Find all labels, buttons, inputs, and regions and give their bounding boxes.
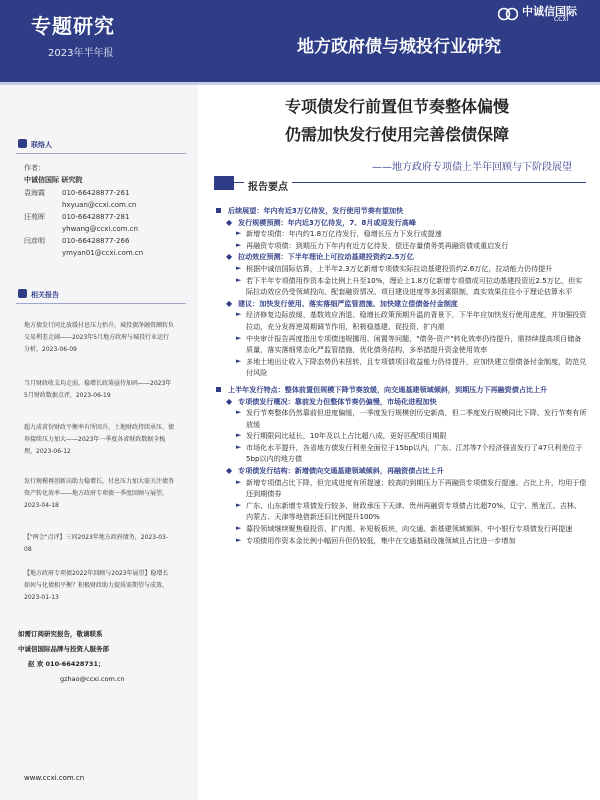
arrow-bullet-icon: ► bbox=[236, 477, 242, 486]
key-point-bullet bbox=[214, 407, 588, 430]
key-point-heading bbox=[214, 205, 588, 217]
key-point-subheading bbox=[214, 396, 588, 408]
analyst-phone: 010-66428877-261 bbox=[62, 189, 130, 197]
service-dept: 中诚信国际品牌与投资人服务部 bbox=[18, 645, 109, 653]
key-point-text: 市场化水平提升，各省地方债发行利差全面位于15bp以内，广东、江苏等7个经济强省发行了47只利差位于5bp以内的地方债 bbox=[246, 442, 583, 464]
key-point-subheading bbox=[214, 465, 588, 477]
institute: 中诚信国际 研究院 bbox=[24, 176, 83, 184]
key-point-text: 再融资专项债：到期压力下年内有近万亿待发，偿还存量债务类再融资债或重启发行 bbox=[246, 240, 509, 250]
arrow-bullet-icon: ► bbox=[236, 356, 242, 365]
key-point-text: 拉动效应预测：下半年理论上可拉动基建投资约2.5万亿 bbox=[238, 252, 414, 262]
arrow-bullet-icon: ► bbox=[236, 229, 242, 238]
square-bullet-icon bbox=[216, 208, 221, 213]
header-banner bbox=[0, 0, 600, 82]
arrow-bullet-icon: ► bbox=[236, 431, 242, 440]
key-point-text: 建议：加快发行使用、落实落细严监管措施、加快建立偿债备付金制度 bbox=[238, 298, 458, 308]
summary-title: 报告要点 bbox=[244, 178, 292, 193]
key-point-subheading bbox=[214, 251, 588, 263]
related-rule bbox=[16, 303, 186, 304]
key-point-text: 新增专项债：年内约1.8万亿待发行，稳增长压力下发行或提速 bbox=[246, 229, 442, 239]
key-point-bullet bbox=[214, 275, 588, 298]
key-point-text: 发行期限同比延长，10年及以上占比超八成，更好匹配项目期限 bbox=[246, 431, 447, 441]
related-report-item[interactable]: 【地方政府专项债2022年回顾与2023年展望】稳增长如何与化债相平衡？积极财政助力提质需期望与成效，2023-01-13 bbox=[24, 570, 169, 601]
key-point-bullet bbox=[214, 228, 588, 240]
key-point-bullet bbox=[214, 535, 588, 547]
subscribe-note: 如需订阅研究报告，敬请联系 bbox=[18, 630, 103, 638]
key-point-bullet bbox=[214, 333, 588, 356]
contact-person: 赵 欢 010-66428731； bbox=[28, 660, 105, 668]
arrow-bullet-icon: ► bbox=[236, 408, 242, 417]
diamond-bullet-icon: ◆ bbox=[226, 217, 233, 227]
key-point-text: 专项债用作资本金比例小幅回升但仍较低，集中在交通基础设施领域且占比进一步增加 bbox=[246, 535, 516, 545]
arrow-bullet-icon: ► bbox=[236, 535, 242, 544]
key-point-subheading bbox=[214, 298, 588, 310]
key-point-text: 多地土地出让收入下降态势仍未扭转，且专项债项目收益能力仍待提升，应加快建立偿债备付金制度，防范兑付风险 bbox=[246, 356, 587, 378]
title-line-2: 仍需加快发行使用完善偿债保障 bbox=[284, 125, 509, 144]
arrow-bullet-icon: ► bbox=[236, 333, 242, 342]
key-point-text: 后续展望：年内有近3万亿待发，发行使用节奏有望加快 bbox=[228, 206, 404, 215]
brand-en: CCXI bbox=[554, 16, 569, 23]
analyst-phone: 010-66428877-281 bbox=[62, 213, 130, 221]
key-point-text: 上半年发行特点：整体前置但规模下降节奏放缓，向交通基建领域倾斜，到期压力下再融资债占比上升 bbox=[228, 384, 548, 394]
key-point-text: 根据中诚信国际估算，上半年2.3万亿新增专项债实际拉动基建投资约2.6万亿，拉动能力仍待提升 bbox=[246, 263, 553, 273]
key-point-text: 专项债发行概况：靠前发力但整体节奏仍偏慢，市场化进程加快 bbox=[238, 396, 437, 406]
brand bbox=[498, 3, 588, 27]
key-point-bullet bbox=[214, 240, 588, 252]
related-report-item[interactable]: 【"两会"点评】三问2023年地方政府债务，2023-03-08 bbox=[24, 534, 169, 553]
analyst-email[interactable]: hxyuan@ccxi.com.cn bbox=[62, 201, 137, 209]
diamond-bullet-icon: ◆ bbox=[226, 466, 233, 476]
contact-email[interactable]: gzhao@ccxi.com.cn bbox=[60, 675, 125, 683]
brand-name: 中诚信国际 bbox=[522, 5, 577, 18]
related-report-item[interactable]: 地方债发行同比放缓付息压力抬升，城投债净融资额转负交易利差走阔——2023年5月地方政府与城投行业运行分析，2023-06-09 bbox=[24, 322, 175, 353]
diamond-bullet-icon: ◆ bbox=[226, 298, 233, 308]
summary-marker-icon bbox=[214, 176, 234, 190]
contacts-rule bbox=[16, 153, 186, 154]
arrow-bullet-icon: ► bbox=[236, 275, 242, 284]
key-point-bullet bbox=[214, 263, 588, 275]
ccxi-logo-icon bbox=[498, 5, 518, 23]
person-icon bbox=[18, 139, 27, 148]
arrow-bullet-icon: ► bbox=[236, 500, 242, 509]
square-bullet-icon bbox=[216, 387, 221, 392]
author-label: 作者： bbox=[24, 164, 45, 172]
arrow-bullet-icon: ► bbox=[236, 310, 242, 319]
summary-body bbox=[214, 205, 588, 546]
key-point-text: 新增专项债占比下降，但完成进度有所提速；较高的到期压力下再融资专项债发行提速、占比上升，均用于偿还到期债券 bbox=[246, 477, 587, 499]
key-point-bullet bbox=[214, 500, 588, 523]
key-point-text: 专项债发行结构：新增债向交通基建领域倾斜，再融资债占比上升 bbox=[238, 466, 444, 476]
key-point-bullet bbox=[214, 430, 588, 442]
diamond-bullet-icon: ◆ bbox=[226, 252, 233, 262]
key-point-text: 发行规模预测：年内近3万亿待发，7、8月或迎发行高峰 bbox=[238, 217, 416, 227]
key-point-text: 广东、山东新增专项债发行较多，财政承压下天津、贵州再融资专项债占比超70%，辽宁、黑龙江、吉林、内蒙古、天津等地借新还旧比例提升100% bbox=[246, 500, 581, 522]
key-point-heading bbox=[214, 384, 588, 396]
key-point-bullet bbox=[214, 309, 588, 332]
key-point-text: 若下半年专项债用作资本金比例上升至10%，理论上1.8万亿新增专项债或可拉动基建投资近2.5万亿，但实际拉动效应仍受领域投向、配套融资情况、项目建设进度等多因素限制，真实效果往往小于理论估算水平 bbox=[246, 275, 583, 297]
analyst-email[interactable]: yhwang@ccxi.com.cn bbox=[62, 225, 138, 233]
key-point-bullet bbox=[214, 477, 588, 500]
arrow-bullet-icon: ► bbox=[236, 524, 242, 533]
key-point-subheading bbox=[214, 217, 588, 229]
key-point-text: 发行节奏整体仍然靠前但进度偏缓，一季度发行规模创历史新高，但二季度发行规模同比下降、发行节奏有所放缓 bbox=[246, 408, 587, 429]
analyst-name: 汪苑晖 bbox=[24, 213, 45, 221]
key-point-text: 中央审计报告再度指出专项债违规挪用、闲置等问题，"债务-资产"转化效率仍待提升，需持续提高项目储备质量，落实落细常态化严监管措施，优化债务结构，多举措提升资金使用效率 bbox=[246, 333, 582, 355]
arrow-bullet-icon: ► bbox=[236, 263, 242, 272]
key-point-bullet bbox=[214, 442, 588, 465]
related-report-item[interactable]: 当月财政收支均走弱，稳增长政策亟待加码——2023年5月财政数据点评，2023-06-19 bbox=[24, 380, 172, 399]
analyst-email[interactable]: ymyan01@ccxi.com.cn bbox=[62, 249, 144, 257]
related-report-item[interactable]: 发行规模再创新高助力稳增长，付息压力加大需关注债务资产转化效率——地方政府专项债一季度回顾与展望，2023-04-18 bbox=[24, 478, 175, 509]
key-point-bullet bbox=[214, 523, 588, 535]
industry-title: 地方政府债与城投行业研究 bbox=[297, 37, 501, 57]
analyst-phone: 010-66428877-266 bbox=[62, 237, 130, 245]
title-line-1: 专项债发行前置但节奏整体偏慢 bbox=[284, 97, 509, 116]
report-period: 2023年半年报 bbox=[48, 48, 114, 59]
analyst-name: 袁海霞 bbox=[24, 189, 45, 197]
contacts-header: 联络人 bbox=[18, 139, 52, 153]
report-type: 专题研究 bbox=[31, 14, 115, 38]
key-point-bullet bbox=[214, 356, 588, 379]
analyst-name: 闫彦明 bbox=[24, 237, 45, 245]
arrow-bullet-icon: ► bbox=[236, 240, 242, 249]
key-point-text: 经济修复边际放缓、基数效应消退、稳增长政策预期升温的背景下，下半年应加快发行使用进度，并加强投资拉动，充分发挥逆周期调节作用，积极稳基建、促投资、扩内需 bbox=[246, 310, 587, 331]
diamond-bullet-icon: ◆ bbox=[226, 396, 233, 406]
subtitle: ——地方政府专项债上半年回顾与下阶段展望 bbox=[372, 162, 572, 173]
key-point-text: 募投领域继续聚焦稳投资、扩内需、补短板板块，向交通、新基建领域倾斜，中小银行专项债发行再提速 bbox=[246, 524, 573, 534]
related-report-item[interactable]: 超九成省份财政平衡率有所回升，土地财政持续承压、债券接续压力加大——2023年一季度各省财政数据全梳理，2023-06-12 bbox=[24, 424, 175, 455]
website-link[interactable]: www.ccxi.com.cn bbox=[24, 774, 85, 782]
related-reports-header: 相关报告 bbox=[18, 289, 59, 303]
arrow-bullet-icon: ► bbox=[236, 442, 242, 451]
document-icon bbox=[18, 289, 27, 298]
